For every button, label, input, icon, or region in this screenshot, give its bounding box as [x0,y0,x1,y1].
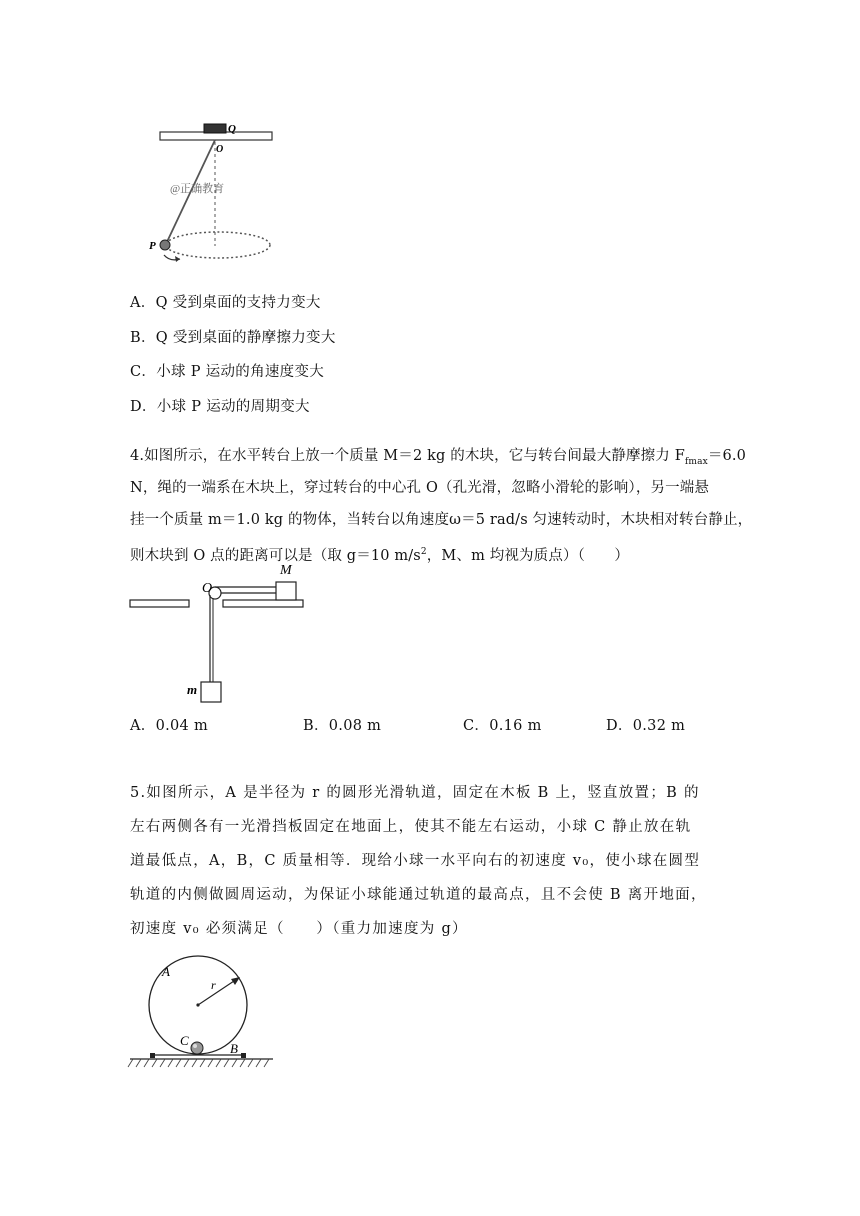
label-c: C [180,1033,189,1048]
q4-option-b[interactable]: B．0.08 m [303,718,382,734]
q3-option-d[interactable]: D．小球 P 运动的周期变大 [130,399,310,415]
q4-line-3: 挂一个质量 m＝1.0 kg 的物体，当转台以角速度ω＝5 rad/s 匀速转动时，木块相对转台静止， [130,512,753,528]
circular-path [166,232,270,258]
ball-c [191,1042,203,1054]
q5-line-3: 道最低点，A，B，C 质量相等．现给小球一水平向右的初速度 v₀，使小球在圆型 [130,853,701,869]
label-a: A [162,964,170,979]
q4-line-4: 则木块到 O 点的距离可以是（取 g＝10 $m/s^2$，M、m 均视为质点）（ ） [130,547,629,564]
watermark: @正确教育 [170,183,225,195]
left-stopper [150,1053,155,1058]
q5-line-2: 左右两侧各有一光滑挡板固定在地面上，使其不能左右运动，小球 C 静止放在轨 [130,819,692,835]
q3-option-c[interactable]: C．小球 P 运动的角速度变大 [130,364,325,380]
label-r: r [211,978,216,992]
figure-circular-track [125,955,280,1073]
q4-option-d[interactable]: D．0.32 m [606,718,686,734]
q4-line-2: N，绳的一端系在木块上，穿过转台的中心孔 O（孔光滑，忽略小滑轮的影响），另一端悬 [130,480,710,496]
label-m-large: M [280,563,292,578]
q3-option-a[interactable]: A．Q 受到桌面的支持力变大 [130,295,321,311]
label-o: O [202,581,213,596]
figure-turntable [125,558,315,708]
label-b: B [230,1041,238,1056]
q5-line-4: 轨道的内侧做圆周运动，为保证小球能通过轨道的最高点，且不会使 B 离开地面， [130,887,707,903]
q5-line-5: 初速度 v₀ 必须满足（ ）（重力加速度为 g） [130,921,468,937]
q4-option-a[interactable]: A．0.04 m [130,718,209,734]
right-plate [223,600,303,607]
q3-option-b[interactable]: B．Q 受到桌面的静摩擦力变大 [130,330,336,346]
right-stopper [241,1053,246,1058]
ball-p [160,240,170,250]
q4-line-1: 4.如图所示，在水平转台上放一个质量 M＝2 kg 的木块，它与转台间最大静摩擦力 $F_{fmax}=6.0$ [130,448,747,467]
label-m-small: m [187,682,198,697]
label-o: O [216,144,224,155]
block-q [204,124,226,133]
q4-option-c[interactable]: C．0.16 m [463,718,542,734]
label-q: Q [228,123,236,135]
left-plate [130,600,189,607]
label-p: P [149,240,156,252]
block-m-small [201,682,221,702]
q5-line-1: 5.如图所示，A 是半径为 r 的圆形光滑轨道，固定在木板 B 上，竖直放置；B 的 [130,785,700,801]
block-m-large [276,582,296,600]
figure-conical-pendulum [140,112,290,272]
ground-hatching [128,1059,269,1067]
